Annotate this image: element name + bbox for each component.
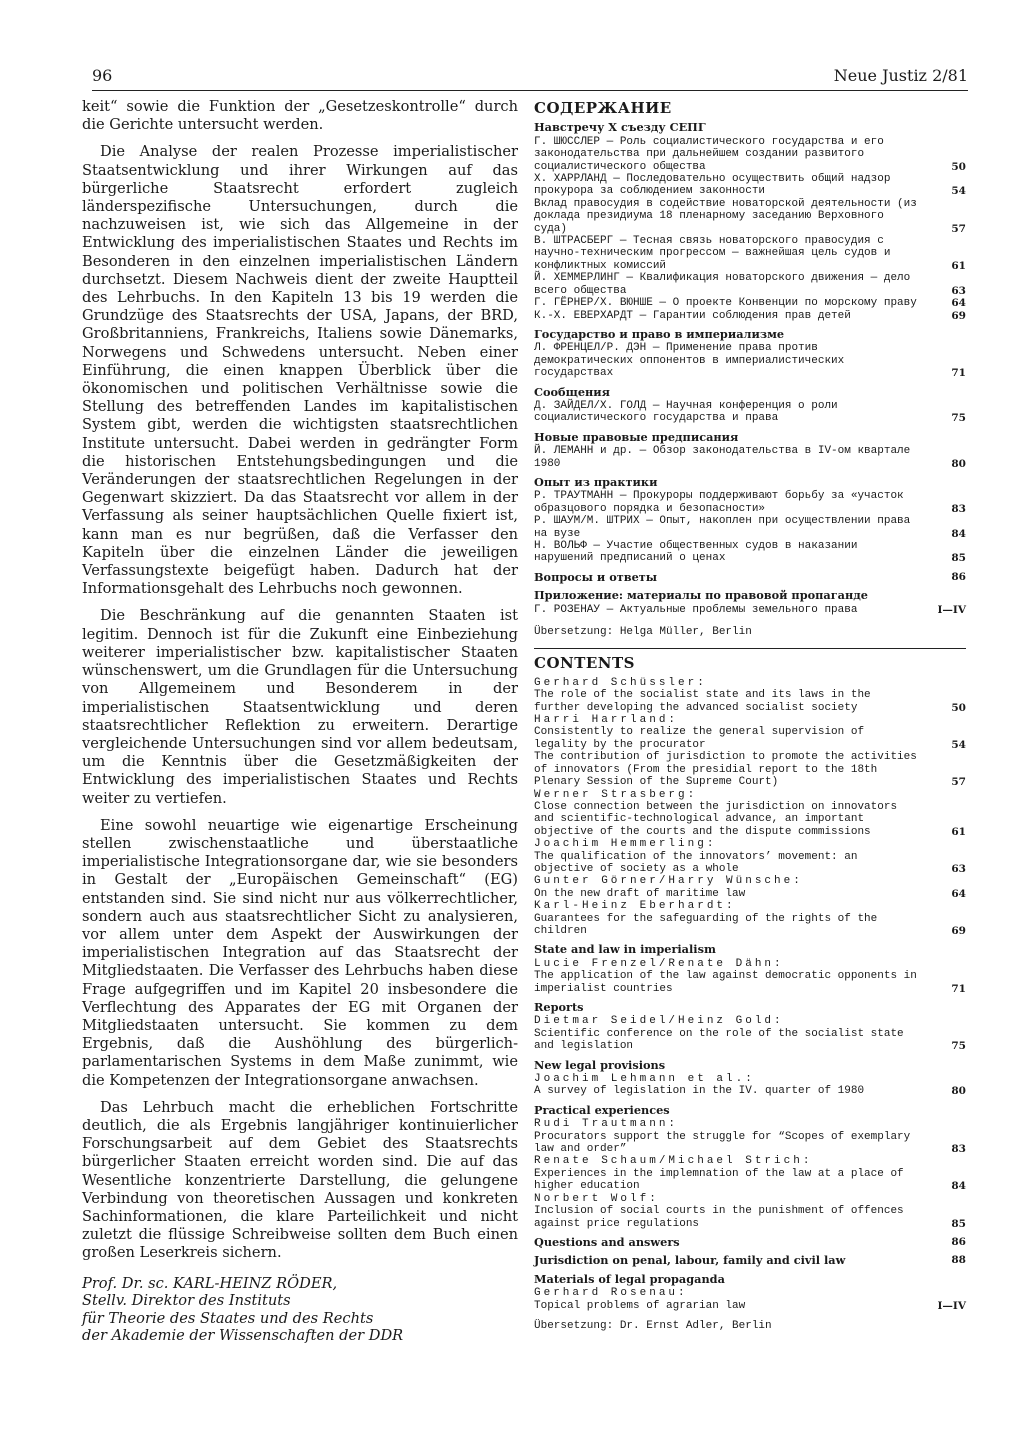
toc-entry-text: Procurators support the struggle for “Scopes of exemplary law and order” (534, 1130, 911, 1156)
toc-section-heading (534, 1254, 966, 1266)
toc-page-number: 84 (951, 527, 966, 540)
toc-entry (534, 445, 966, 470)
toc-page-number: 54 (951, 185, 966, 198)
toc-section-title: Questions and answers (534, 1234, 680, 1249)
review-paragraph: Die Beschränkung auf die genannten Staaten ist legitim. Dennoch ist für die Zukunft eine Einbeziehung weiterer imperialistischer bzw. kapitalistischer Staaten wünschenswert, um die Grundlagen für die Untersuchung von Allgemeinem und Besonderem in der imperialistischen Staatsentwicklung und deren staatsrechtlicher Reflektion zu erweitern. Derartige vergleichende Untersuchungen sind vor allem bedeutsam, um die Kenntnis über die Gesetzmäßigkeiten der Entwicklung des imperialistischen Staates und Rechts weiter zu vertiefen. (82, 607, 518, 807)
toc-page-number: 63 (951, 284, 966, 297)
toc-section-heading: Приложение: материалы по правовой пропаганде (534, 588, 868, 603)
toc-section-title: Jurisdiction on penal, labour, family and civil law (534, 1253, 846, 1268)
toc-section-heading: Reports (534, 1000, 584, 1014)
toc-entry (534, 751, 966, 788)
toc-entry-author: Gerhard Schüssler: (534, 676, 707, 689)
toc-entry-author: Renate Schaum/Michael Strich: (534, 1155, 813, 1168)
toc-entry (534, 888, 966, 900)
toc-entry (534, 515, 966, 540)
toc-entry-text: Topical problems of agrarian law (534, 1299, 746, 1312)
toc-entry (534, 970, 966, 995)
toc-entry-text: The qualification of the innovators’ movement: an objective of society as a whole (534, 850, 858, 875)
toc-page-number: 61 (951, 825, 966, 838)
toc-page-number: 69 (951, 924, 966, 937)
toc-entry (534, 173, 966, 198)
toc-entry-author: Joachim Lehmann et al.: (534, 1073, 755, 1086)
review-paragraph: Das Lehrbuch macht die erheblichen Fortschritte deutlich, die als Ergebnis langjähriger kontinuierlicher Forschungsarbeit auf dem Gebiet des Staatsrechts bürgerlicher Staaten erreicht worden sind. Die auf das Wesentliche konzentrierte Darstellung, die gelungene Verbindung von theoretischen Aussagen und konkreten Sachinformationen, die klare Parteilichkeit und nicht zuletzt die flüssige Schreibweise sollten dem Buch einen großen Leserkreis sichern. (82, 1098, 518, 1262)
toc-section-heading: Государство и право в империализме (534, 326, 785, 341)
toc-page-number: 71 (951, 367, 966, 380)
toc-page-number: 50 (951, 701, 966, 714)
toc-page-number: 50 (951, 160, 966, 173)
toc-page-number: 85 (951, 552, 966, 565)
toc-entry (534, 1028, 966, 1053)
toc-entry-text: Experiences in the implemnation of the law at a place of higher education (534, 1167, 904, 1193)
toc-entry-text: Scientific conference on the role of the socialist state and legislation (534, 1027, 904, 1053)
signature-line: Prof. Dr. sc. KARL-HEINZ RÖDER, (82, 1274, 338, 1292)
toc-entry-text: Г. ШЮССЛЕР — Роль социалистического государства и его законодательства при дальнейшем создании развитого социалистического общества (534, 135, 884, 173)
toc-page-number: 61 (951, 259, 966, 272)
toc-entry-text: Р. ШАУМ/М. ШТРИХ — Опыт, накоплен при осуществлении права на вузе (534, 515, 911, 540)
toc-entry (534, 851, 966, 876)
toc-entry-text: Д. ЗАЙДЕЛ/Х. ГОЛД — Научная конференция о роли социалистического государства и права (534, 399, 838, 425)
toc-entry (534, 1085, 966, 1097)
toc-section-heading (534, 571, 966, 583)
toc-section-heading: State and law in imperialism (534, 942, 716, 957)
toc-entry-text: Р. ТРАУТМАНН — Прокуроры поддерживают борьбу за «участок образцового порядка и безопасности» (534, 490, 904, 515)
toc-entry (534, 1168, 966, 1193)
toc-section-title: Вопросы и ответы (534, 569, 658, 584)
toc-page-number: 86 (951, 1235, 966, 1248)
toc-page-number: 83 (951, 502, 966, 515)
russian-contents-list (534, 121, 966, 616)
toc-section-heading: Опыт из практики (534, 474, 658, 489)
toc-page-number: I—IV (937, 1299, 966, 1312)
toc-page-number: 85 (951, 1217, 966, 1230)
toc-entry-text: A survey of legislation in the IV. quarter of 1980 (534, 1085, 865, 1098)
toc-page-number: 88 (951, 1254, 966, 1267)
toc-page-number: I—IV (937, 603, 966, 616)
toc-page-number: 80 (951, 1085, 966, 1098)
toc-section-heading: Новые правовые предписания (534, 429, 739, 444)
toc-section-heading: Навстречу X съезду СЕПГ (534, 120, 706, 135)
toc-entry (534, 136, 966, 173)
toc-entry-author: Karl-Heinz Eberhardt: (534, 900, 736, 913)
russian-translator: Übersetzung: Helga Müller, Berlin (534, 626, 752, 639)
toc-page-number: 80 (951, 457, 966, 470)
toc-entry-text: On the new draft of maritime law (534, 887, 746, 900)
review-paragraph: Eine sowohl neuartige wie eigenartige Erscheinung stellen zwischenstaatliche und überstaatliche imperialistische Integrationsorgane dar, wie sie besonders in Gestalt der „Europäischen Gemeinschaft“ (EG) entstanden sind. Sie sind nicht nur aus völkerrechtlicher, sondern auch aus staatsrechtlicher Sicht zu analysieren, vor allem unter dem Aspekt der Auswirkungen der imperialistischen Integration auf das Staatsrecht der Mitgliedstaaten. Die Verfasser des Lehrbuchs haben diese Frage aufgegriffen und im Kapitel 20 insbesondere die Verflechtung des Apparates der EG mit Organen der Mitgliedstaaten untersucht. Sie kommen zu dem Ergebnis, daß die Aushöhlung des bürgerlich-parlamentarischen Systems in dem Maße zunimmt, wie die Kompetenzen der Integrationsorgane anwachsen. (82, 816, 518, 1089)
toc-page-number: 75 (951, 1040, 966, 1053)
toc-entry-author: Joachim Hemmerling: (534, 838, 717, 851)
toc-entry (534, 1300, 966, 1312)
toc-page-number: 64 (951, 887, 966, 900)
toc-entry-author: Rudi Trautmann: (534, 1118, 679, 1131)
toc-page-number: 57 (951, 776, 966, 789)
toc-entry-text: Consistently to realize the general supervision of legality by the procurator (534, 726, 865, 751)
toc-entry (534, 913, 966, 938)
toc-page-number: 64 (951, 297, 966, 310)
russian-contents-title: СОДЕРЖАНИЕ (534, 99, 672, 117)
toc-page-number: 75 (951, 412, 966, 425)
contents-divider (534, 648, 966, 649)
russian-contents (534, 99, 966, 639)
toc-entry-author: Lucie Frenzel/Renate Dähn: (534, 957, 784, 970)
toc-entry-text: Л. ФРЕНЦЕЛ/Р. ДЭН — Применение права против демократических оппонентов в империалистических государствах (534, 342, 845, 380)
toc-entry-text: The application of the law against democratic opponents in imperialist countries (534, 970, 917, 995)
toc-page-number: 84 (951, 1180, 966, 1193)
toc-section-heading: Сообщения (534, 384, 611, 399)
signature-line: Stellv. Direktor des Instituts (82, 1292, 291, 1310)
toc-entry-text: Inclusion of social courts in the punishment of offences against price regulations (534, 1205, 904, 1230)
toc-page-number: 86 (951, 570, 966, 583)
toc-entry-text: The contribution of jurisdiction to promote the activities of innovators (From the presidial report to the 18th Plenary Session of the Supreme Court) (534, 751, 917, 789)
review-paragraph: keit“ sowie die Funktion der „Gesetzeskontrolle“ durch die Gerichte untersucht werden. (82, 98, 518, 134)
journal-issue: Neue Justiz 2/81 (833, 66, 968, 85)
toc-entry-author: Gunter Görner/Harry Wünsche: (534, 875, 803, 888)
toc-entry-author: Werner Strasberg: (534, 788, 698, 801)
toc-entry (534, 490, 966, 515)
toc-section-heading: New legal provisions (534, 1057, 666, 1072)
toc-entry-text: К.-Х. ЕВЕРХАРДТ — Гарантии соблюдения прав детей (534, 309, 851, 322)
toc-entry (534, 801, 966, 838)
header-rule (92, 90, 968, 91)
toc-page-number: 54 (951, 738, 966, 751)
review-column (82, 98, 518, 1345)
signature-line: der Akademie der Wissenschaften der DDR (82, 1327, 404, 1345)
toc-entry (534, 1205, 966, 1230)
toc-entry (534, 400, 966, 425)
toc-entry-author: Harri Harrland: (534, 714, 679, 727)
toc-entry (534, 198, 966, 235)
toc-entry-text: The role of the socialist state and its laws in the further developing the advanced socialist society (534, 689, 871, 714)
toc-entry-author: Gerhard Rosenau: (534, 1287, 688, 1300)
toc-page-number: 83 (951, 1143, 966, 1156)
toc-entry-text: В. ШТРАСБЕРГ — Тесная связь новаторского правосудия с научно-техническим прогрессом — важнейшая цель судов и конфликтных комиссий (534, 235, 891, 272)
toc-section-heading: Materials of legal propaganda (534, 1271, 725, 1286)
page-number: 96 (92, 66, 113, 85)
toc-entry-text: Вклад правосудия в содействие новаторской деятельности (из доклада президиума 18 пленарному заседанию Верховного суда) (534, 197, 917, 235)
contents-column (534, 99, 966, 1332)
toc-section-heading: Practical experiences (534, 1102, 670, 1117)
toc-entry (534, 689, 966, 714)
toc-entry (534, 540, 966, 565)
toc-entry (534, 310, 966, 322)
toc-entry (534, 604, 966, 616)
toc-entry (534, 726, 966, 751)
toc-entry-text: Guarantees for the safeguarding of the rights of the children (534, 912, 878, 937)
author-signature (82, 1275, 518, 1345)
toc-entry-text: Close connection between the jurisdiction on innovators and scientific-technological advance, an important objective of the courts and the dispute commissions (534, 800, 898, 838)
toc-entry-text: Г. РОЗЕНАУ — Актуальные проблемы земельного права (534, 603, 858, 616)
english-contents (534, 654, 966, 1332)
toc-entry-author: Dietmar Seidel/Heinz Gold: (534, 1015, 784, 1028)
toc-section-heading (534, 1236, 966, 1248)
toc-entry-text: Х. ХАРРЛАНД — Последовательно осуществить общий надзор прокурора за соблюдением законности (534, 173, 891, 198)
english-contents-title: CONTENTS (534, 654, 636, 673)
toc-entry-text: Й. ХЕММЕРЛИНГ — Квалификация новаторского движения — дело всего общества (534, 272, 911, 297)
toc-entry-text: Й. ЛЕМАНН и др. — Обзор законодательства в IV-ом квартале 1980 (534, 445, 911, 470)
toc-entry-text: Г. ГЁРНЕР/Х. ВЮНШЕ — О проекте Конвенции по морскому праву (534, 297, 917, 310)
english-translator: Übersetzung: Dr. Ernst Adler, Berlin (534, 1319, 772, 1332)
toc-entry (534, 342, 966, 379)
english-contents-list (534, 677, 966, 1312)
toc-entry (534, 1131, 966, 1156)
toc-page-number: 69 (951, 309, 966, 322)
toc-page-number: 71 (951, 982, 966, 995)
toc-entry (534, 272, 966, 297)
toc-page-number: 63 (951, 862, 966, 875)
toc-entry (534, 297, 966, 309)
signature-line: für Theorie des Staates und des Rechts (82, 1309, 374, 1327)
review-paragraph: Die Analyse der realen Prozesse imperialistischer Staatsentwicklung und ihrer Wirkungen auf das bürgerliche Staatsrecht erfordert zugleich länderspezifische Untersuchungen, durch die nachzuweisen ist, wie sich das Allgemeine in der Entwicklung des imperialistischen Staates und Rechts im Besonderen in den einzelnen imperialistischen Ländern durchsetzt. Diesem Nachweis dient der zweite Hauptteil des Lehrbuchs. In den Kapiteln 13 bis 19 werden die Grundzüge des Staatsrechts der USA, Japans, der BRD, Großbritanniens, Frankreichs, Italiens sowie Dänemarks, Norwegens und Schwedens untersucht. Neben einer Einführung, die einen knappen Überblick über die ökonomischen und politischen Verhältnisse sowie die Stellung des betreffenden Landes im kapitalistischen System gibt, werden die wichtigsten staatsrechtlichen Institute untersucht. Dabei werden in gedrängter Form die historischen Entstehungsbedingungen und die Veränderungen der staatsrechtlichen Regelungen in der Gegenwart skizziert. Da das Staatsrecht vor allem in der Verfassung als seiner hauptsächlichen Quelle fixiert ist, kann man es nur begrüßen, daß die Verfasser den Kapiteln über die einzelnen Länder die jeweiligen Verfassungstexte beigefügt haben. Dadurch hat der Informationsgehalt des Lehrbuchs noch gewonnen. (82, 143, 518, 598)
toc-page-number: 57 (951, 222, 966, 235)
toc-entry-text: Н. ВОЛЬФ — Участие общественных судов в наказании нарушений предписаний о ценах (534, 540, 858, 565)
toc-entry-author: Norbert Wolf: (534, 1192, 659, 1205)
toc-entry (534, 235, 966, 272)
